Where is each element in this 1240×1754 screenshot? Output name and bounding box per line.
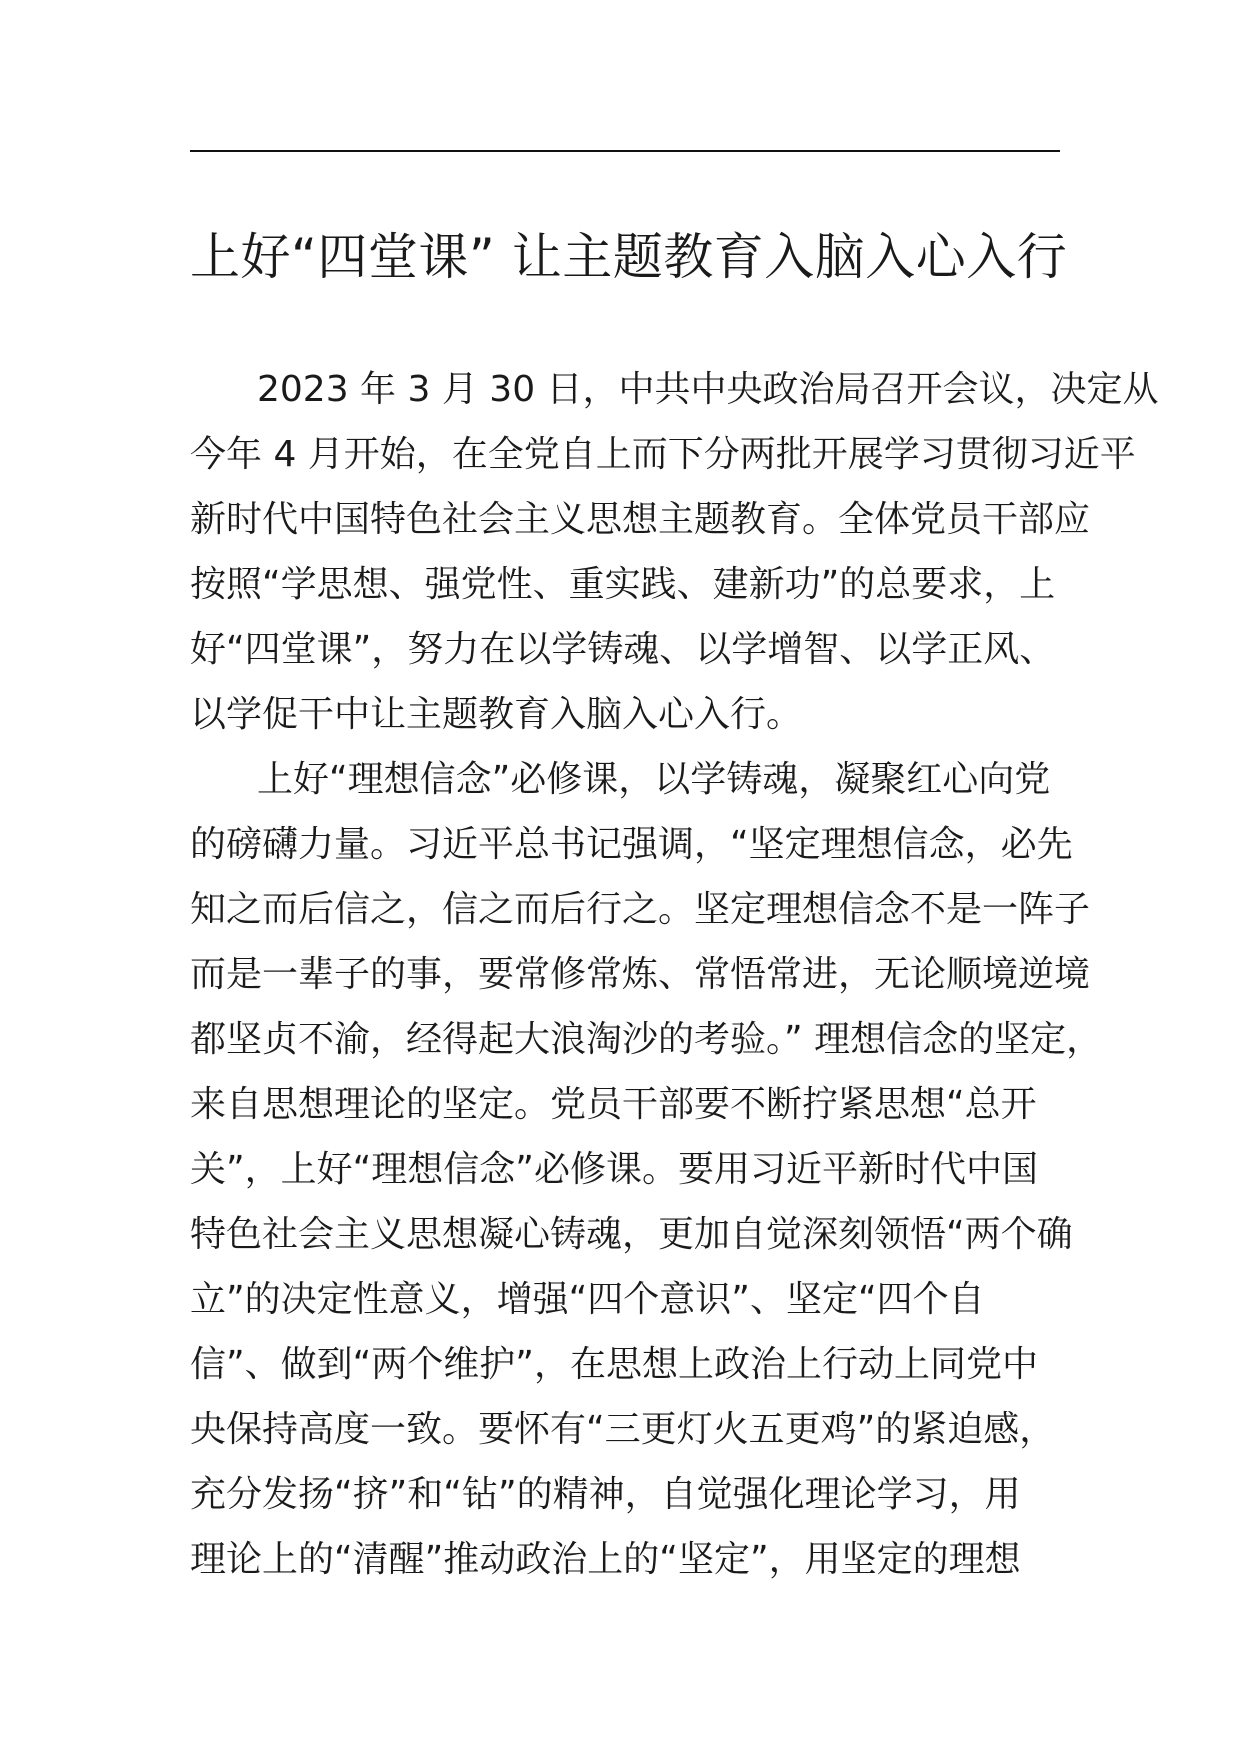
- body-line: 央保持高度一致。要怀有“三更灯火五更鸡”的紧迫感，: [190, 1409, 1056, 1450]
- body-line: 知之而后信之，信之而后行之。坚定理想信念不是一阵子: [190, 889, 1091, 930]
- body-line: 理论上的“清醒”推动政治上的“坚定”，用坚定的理想: [190, 1539, 1021, 1580]
- body-line: 今年 4 月开始，在全党自上而下分两批开展学习贯彻习近平: [190, 434, 1136, 475]
- body-line: 关”，上好“理想信念”必修课。要用习近平新时代中国: [190, 1149, 1038, 1190]
- document-title: 上好“四堂课” 让主题教育入脑入心入行: [190, 228, 1068, 286]
- document-body: [190, 357, 1159, 1592]
- paragraph-1: [190, 357, 1159, 747]
- body-line: 都坚贞不渝，经得起大浪淘沙的考验。” 理想信念的坚定，: [190, 1019, 1103, 1060]
- body-line: 按照“学思想、强党性、重实践、建新功”的总要求，上: [190, 564, 1056, 605]
- body-line: 以学促干中让主题教育入脑入心入行。: [190, 694, 803, 735]
- body-line: 好“四堂课”，努力在以学铸魂、以学增智、以学正风、: [190, 629, 1056, 670]
- body-line: 充分发扬“挤”和“钻”的精神，自觉强化理论学习，用: [190, 1474, 1021, 1515]
- body-line: 而是一辈子的事，要常修常炼、常悟常进，无论顺境逆境: [190, 954, 1091, 995]
- header-rule: [190, 150, 1060, 152]
- body-line: 新时代中国特色社会主义思想主题教育。全体党员干部应: [190, 499, 1091, 540]
- paragraph-2: [190, 747, 1103, 1592]
- body-line: 特色社会主义思想凝心铸魂，更加自觉深刻领悟“两个确: [190, 1214, 1073, 1255]
- body-line: 的磅礴力量。习近平总书记强调，“坚定理想信念，必先: [190, 824, 1073, 865]
- body-line: 2023 年 3 月 30 日，中共中央政治局召开会议，决定从: [257, 369, 1159, 410]
- body-line: 信”、做到“两个维护”，在思想上政治上行动上同党中: [190, 1344, 1038, 1385]
- body-line: 来自思想理论的坚定。党员干部要不断拧紧思想“总开: [190, 1084, 1037, 1125]
- body-line: 上好“理想信念”必修课，以学铸魂，凝聚红心向党: [257, 759, 1051, 800]
- body-line: 立”的决定性意义，增强“四个意识”、坚定“四个自: [190, 1279, 985, 1320]
